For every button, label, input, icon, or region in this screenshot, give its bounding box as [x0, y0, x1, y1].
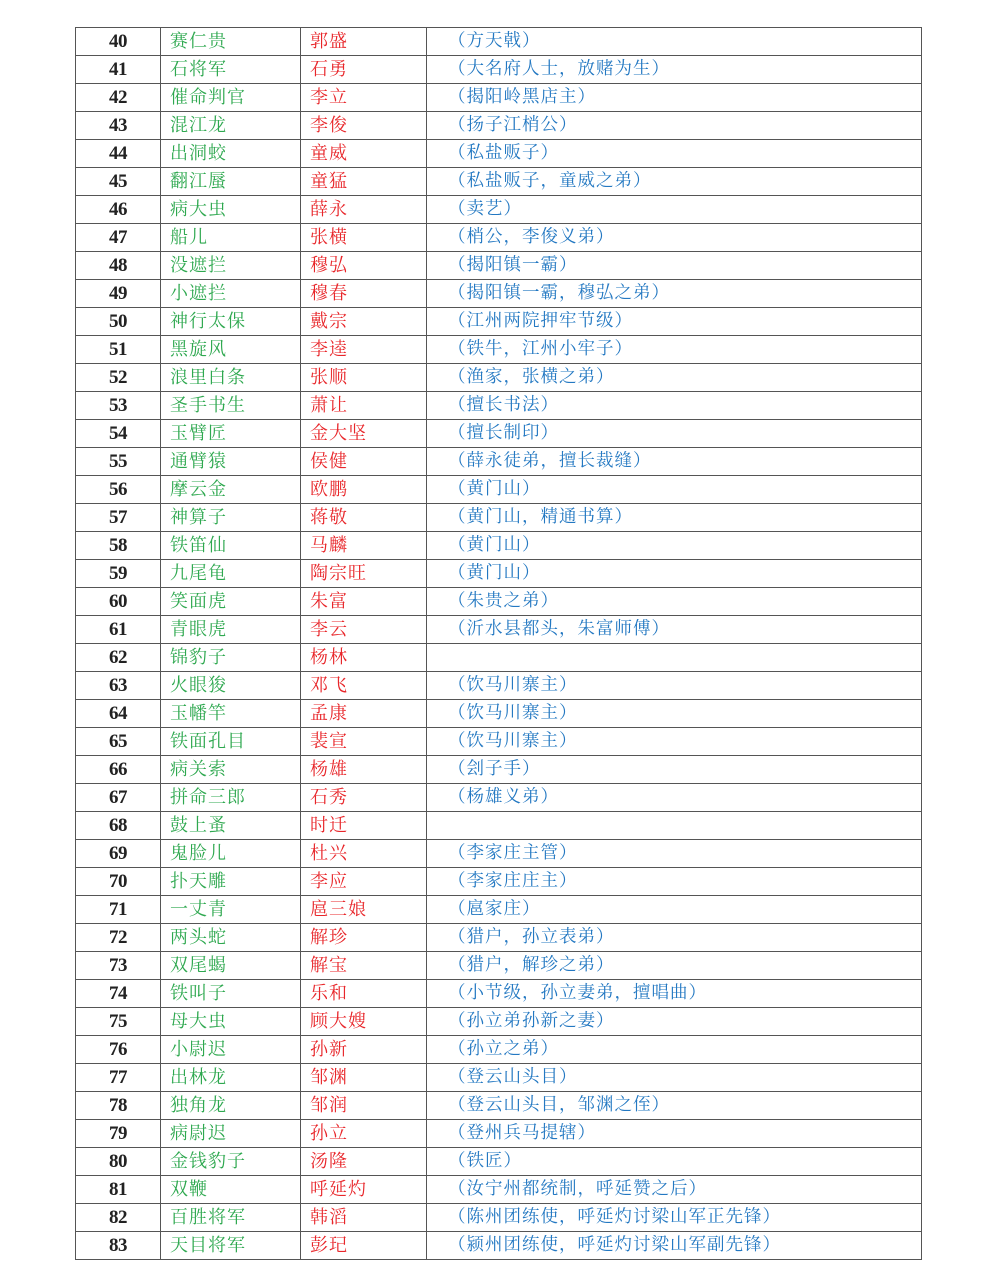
nickname-cell: 笑面虎: [161, 588, 301, 616]
note-cell: （揭阳镇一霸，穆弘之弟）: [427, 280, 922, 308]
rank-number: 47: [76, 224, 161, 252]
rank-number: 55: [76, 448, 161, 476]
table-row: [76, 168, 922, 196]
rank-number: 67: [76, 784, 161, 812]
rank-number: 44: [76, 140, 161, 168]
name-cell: 戴宗: [301, 308, 427, 336]
rank-number: 45: [76, 168, 161, 196]
name-cell: 薛永: [301, 196, 427, 224]
rank-number: 49: [76, 280, 161, 308]
note-cell: （大名府人士，放赌为生）: [427, 56, 922, 84]
rank-number: 71: [76, 896, 161, 924]
table-row: [76, 812, 922, 840]
note-cell: （登云山头目）: [427, 1064, 922, 1092]
nickname-cell: 摩云金: [161, 476, 301, 504]
table-row: [76, 476, 922, 504]
table-row: [76, 1232, 922, 1260]
table-row: [76, 392, 922, 420]
name-cell: 杜兴: [301, 840, 427, 868]
name-cell: 杨雄: [301, 756, 427, 784]
note-cell: （黄门山）: [427, 560, 922, 588]
name-cell: 解珍: [301, 924, 427, 952]
name-cell: 穆弘: [301, 252, 427, 280]
name-cell: 欧鹏: [301, 476, 427, 504]
table-row: [76, 1176, 922, 1204]
note-cell: （薛永徒弟，擅长裁缝）: [427, 448, 922, 476]
nickname-cell: 赛仁贵: [161, 28, 301, 56]
nickname-cell: 神算子: [161, 504, 301, 532]
rank-number: 53: [76, 392, 161, 420]
table-row: [76, 1120, 922, 1148]
rank-number: 57: [76, 504, 161, 532]
rank-number: 68: [76, 812, 161, 840]
table-row: [76, 56, 922, 84]
nickname-cell: 九尾龟: [161, 560, 301, 588]
name-cell: 张顺: [301, 364, 427, 392]
rank-number: 61: [76, 616, 161, 644]
note-cell: （梢公，李俊义弟）: [427, 224, 922, 252]
note-cell: （杨雄义弟）: [427, 784, 922, 812]
rank-number: 65: [76, 728, 161, 756]
name-cell: 杨林: [301, 644, 427, 672]
table-row: [76, 896, 922, 924]
name-cell: 李逵: [301, 336, 427, 364]
table-row: [76, 140, 922, 168]
note-cell: （黄门山）: [427, 532, 922, 560]
nickname-cell: 双尾蝎: [161, 952, 301, 980]
rank-number: 56: [76, 476, 161, 504]
note-cell: （擅长制印）: [427, 420, 922, 448]
nickname-cell: 铁叫子: [161, 980, 301, 1008]
note-cell: （小节级，孙立妻弟，擅唱曲）: [427, 980, 922, 1008]
note-cell: （黄门山）: [427, 476, 922, 504]
name-cell: 陶宗旺: [301, 560, 427, 588]
rank-number: 51: [76, 336, 161, 364]
note-cell: （孙立弟孙新之妻）: [427, 1008, 922, 1036]
note-cell: （饮马川寨主）: [427, 728, 922, 756]
note-cell: （铁牛，江州小牢子）: [427, 336, 922, 364]
nickname-cell: 通臂猿: [161, 448, 301, 476]
rank-number: 42: [76, 84, 161, 112]
rank-number: 54: [76, 420, 161, 448]
table-row: [76, 84, 922, 112]
table-row: [76, 1204, 922, 1232]
note-cell: （李家庄主管）: [427, 840, 922, 868]
table-row: [76, 532, 922, 560]
nickname-cell: 金钱豹子: [161, 1148, 301, 1176]
nickname-cell: 铁笛仙: [161, 532, 301, 560]
name-cell: 呼延灼: [301, 1176, 427, 1204]
name-cell: 孙立: [301, 1120, 427, 1148]
note-cell: （铁匠）: [427, 1148, 922, 1176]
table-row: [76, 504, 922, 532]
rank-number: 52: [76, 364, 161, 392]
nickname-cell: 锦豹子: [161, 644, 301, 672]
rank-number: 50: [76, 308, 161, 336]
rank-number: 78: [76, 1092, 161, 1120]
table-row: [76, 1064, 922, 1092]
name-cell: 朱富: [301, 588, 427, 616]
nickname-cell: 出林龙: [161, 1064, 301, 1092]
name-cell: 穆春: [301, 280, 427, 308]
rank-number: 72: [76, 924, 161, 952]
name-cell: 金大坚: [301, 420, 427, 448]
nickname-cell: 小尉迟: [161, 1036, 301, 1064]
table-row: [76, 280, 922, 308]
table-row: [76, 224, 922, 252]
name-cell: 李云: [301, 616, 427, 644]
rank-number: 69: [76, 840, 161, 868]
name-cell: 李应: [301, 868, 427, 896]
name-cell: 顾大嫂: [301, 1008, 427, 1036]
table-row: [76, 1092, 922, 1120]
table-row: [76, 364, 922, 392]
name-cell: 侯健: [301, 448, 427, 476]
nickname-cell: 黑旋风: [161, 336, 301, 364]
nickname-cell: 病大虫: [161, 196, 301, 224]
name-cell: 张横: [301, 224, 427, 252]
rank-number: 43: [76, 112, 161, 140]
table-row: [76, 196, 922, 224]
name-cell: 童威: [301, 140, 427, 168]
note-cell: （擅长书法）: [427, 392, 922, 420]
table-row: [76, 1008, 922, 1036]
rank-number: 62: [76, 644, 161, 672]
note-cell: （猎户，解珍之弟）: [427, 952, 922, 980]
table-row: [76, 1036, 922, 1064]
nickname-cell: 天目将军: [161, 1232, 301, 1260]
rank-number: 83: [76, 1232, 161, 1260]
rank-number: 75: [76, 1008, 161, 1036]
table-row: [76, 616, 922, 644]
rank-number: 58: [76, 532, 161, 560]
name-cell: 蒋敬: [301, 504, 427, 532]
note-cell: （李家庄庄主）: [427, 868, 922, 896]
table-row: [76, 868, 922, 896]
nickname-cell: 小遮拦: [161, 280, 301, 308]
rank-number: 77: [76, 1064, 161, 1092]
nickname-cell: 没遮拦: [161, 252, 301, 280]
table-row: [76, 672, 922, 700]
nickname-cell: 出洞蛟: [161, 140, 301, 168]
nickname-cell: 百胜将军: [161, 1204, 301, 1232]
note-cell: （饮马川寨主）: [427, 672, 922, 700]
name-cell: 邹润: [301, 1092, 427, 1120]
rank-number: 82: [76, 1204, 161, 1232]
note-cell: （饮马川寨主）: [427, 700, 922, 728]
name-cell: 孙新: [301, 1036, 427, 1064]
name-cell: 裴宣: [301, 728, 427, 756]
note-cell: （卖艺）: [427, 196, 922, 224]
nickname-cell: 青眼虎: [161, 616, 301, 644]
name-cell: 汤隆: [301, 1148, 427, 1176]
nickname-cell: 神行太保: [161, 308, 301, 336]
rank-number: 63: [76, 672, 161, 700]
rank-number: 74: [76, 980, 161, 1008]
note-cell: （登云山头目，邹渊之侄）: [427, 1092, 922, 1120]
table-row: [76, 644, 922, 672]
rank-number: 64: [76, 700, 161, 728]
note-cell: （方天戟）: [427, 28, 922, 56]
name-cell: 马麟: [301, 532, 427, 560]
note-cell: （渔家，张横之弟）: [427, 364, 922, 392]
name-cell: 韩滔: [301, 1204, 427, 1232]
note-cell: （陈州团练使，呼延灼讨梁山军正先锋）: [427, 1204, 922, 1232]
table-row: [76, 252, 922, 280]
note-cell: （揭阳镇一霸）: [427, 252, 922, 280]
table-row: [76, 840, 922, 868]
nickname-cell: 混江龙: [161, 112, 301, 140]
rank-number: 66: [76, 756, 161, 784]
name-cell: 石勇: [301, 56, 427, 84]
roster-table: [75, 27, 922, 1260]
table-row: [76, 560, 922, 588]
nickname-cell: 病关索: [161, 756, 301, 784]
rank-number: 70: [76, 868, 161, 896]
note-cell: （汝宁州都统制，呼延赞之后）: [427, 1176, 922, 1204]
table-row: [76, 784, 922, 812]
note-cell: （孙立之弟）: [427, 1036, 922, 1064]
note-cell: （私盐贩子）: [427, 140, 922, 168]
table-row: [76, 28, 922, 56]
name-cell: 邹渊: [301, 1064, 427, 1092]
name-cell: 孟康: [301, 700, 427, 728]
table-row: [76, 756, 922, 784]
nickname-cell: 船儿: [161, 224, 301, 252]
nickname-cell: 拼命三郎: [161, 784, 301, 812]
table-row: [76, 308, 922, 336]
nickname-cell: 母大虫: [161, 1008, 301, 1036]
note-cell: [427, 812, 922, 840]
rank-number: 48: [76, 252, 161, 280]
name-cell: 童猛: [301, 168, 427, 196]
name-cell: 邓飞: [301, 672, 427, 700]
table-row: [76, 112, 922, 140]
rank-number: 41: [76, 56, 161, 84]
note-cell: （私盐贩子，童威之弟）: [427, 168, 922, 196]
name-cell: 萧让: [301, 392, 427, 420]
nickname-cell: 两头蛇: [161, 924, 301, 952]
rank-number: 40: [76, 28, 161, 56]
roster-body: [76, 28, 922, 1260]
rank-number: 73: [76, 952, 161, 980]
table-row: [76, 336, 922, 364]
table-row: [76, 980, 922, 1008]
rank-number: 76: [76, 1036, 161, 1064]
note-cell: （黄门山，精通书算）: [427, 504, 922, 532]
nickname-cell: 双鞭: [161, 1176, 301, 1204]
name-cell: 时迁: [301, 812, 427, 840]
nickname-cell: 一丈青: [161, 896, 301, 924]
table-row: [76, 420, 922, 448]
note-cell: （沂水县都头，朱富师傅）: [427, 616, 922, 644]
rank-number: 80: [76, 1148, 161, 1176]
note-cell: （猎户，孙立表弟）: [427, 924, 922, 952]
nickname-cell: 病尉迟: [161, 1120, 301, 1148]
note-cell: （颍州团练使，呼延灼讨梁山军副先锋）: [427, 1232, 922, 1260]
nickname-cell: 玉臂匠: [161, 420, 301, 448]
table-row: [76, 448, 922, 476]
table-row: [76, 728, 922, 756]
note-cell: [427, 644, 922, 672]
name-cell: 解宝: [301, 952, 427, 980]
nickname-cell: 鬼脸儿: [161, 840, 301, 868]
rank-number: 81: [76, 1176, 161, 1204]
name-cell: 乐和: [301, 980, 427, 1008]
nickname-cell: 鼓上蚤: [161, 812, 301, 840]
name-cell: 李立: [301, 84, 427, 112]
nickname-cell: 铁面孔目: [161, 728, 301, 756]
name-cell: 李俊: [301, 112, 427, 140]
note-cell: （登州兵马提辖）: [427, 1120, 922, 1148]
note-cell: （刽子手）: [427, 756, 922, 784]
nickname-cell: 催命判官: [161, 84, 301, 112]
nickname-cell: 玉幡竿: [161, 700, 301, 728]
note-cell: （扈家庄）: [427, 896, 922, 924]
table-row: [76, 924, 922, 952]
rank-number: 46: [76, 196, 161, 224]
name-cell: 彭玘: [301, 1232, 427, 1260]
note-cell: （揭阳岭黑店主）: [427, 84, 922, 112]
table-row: [76, 952, 922, 980]
note-cell: （江州两院押牢节级）: [427, 308, 922, 336]
nickname-cell: 扑天雕: [161, 868, 301, 896]
table-row: [76, 588, 922, 616]
name-cell: 郭盛: [301, 28, 427, 56]
name-cell: 石秀: [301, 784, 427, 812]
nickname-cell: 火眼狻: [161, 672, 301, 700]
rank-number: 59: [76, 560, 161, 588]
note-cell: （扬子江梢公）: [427, 112, 922, 140]
rank-number: 60: [76, 588, 161, 616]
table-row: [76, 1148, 922, 1176]
nickname-cell: 浪里白条: [161, 364, 301, 392]
name-cell: 扈三娘: [301, 896, 427, 924]
note-cell: （朱贵之弟）: [427, 588, 922, 616]
rank-number: 79: [76, 1120, 161, 1148]
nickname-cell: 独角龙: [161, 1092, 301, 1120]
table-row: [76, 700, 922, 728]
nickname-cell: 石将军: [161, 56, 301, 84]
nickname-cell: 圣手书生: [161, 392, 301, 420]
nickname-cell: 翻江蜃: [161, 168, 301, 196]
